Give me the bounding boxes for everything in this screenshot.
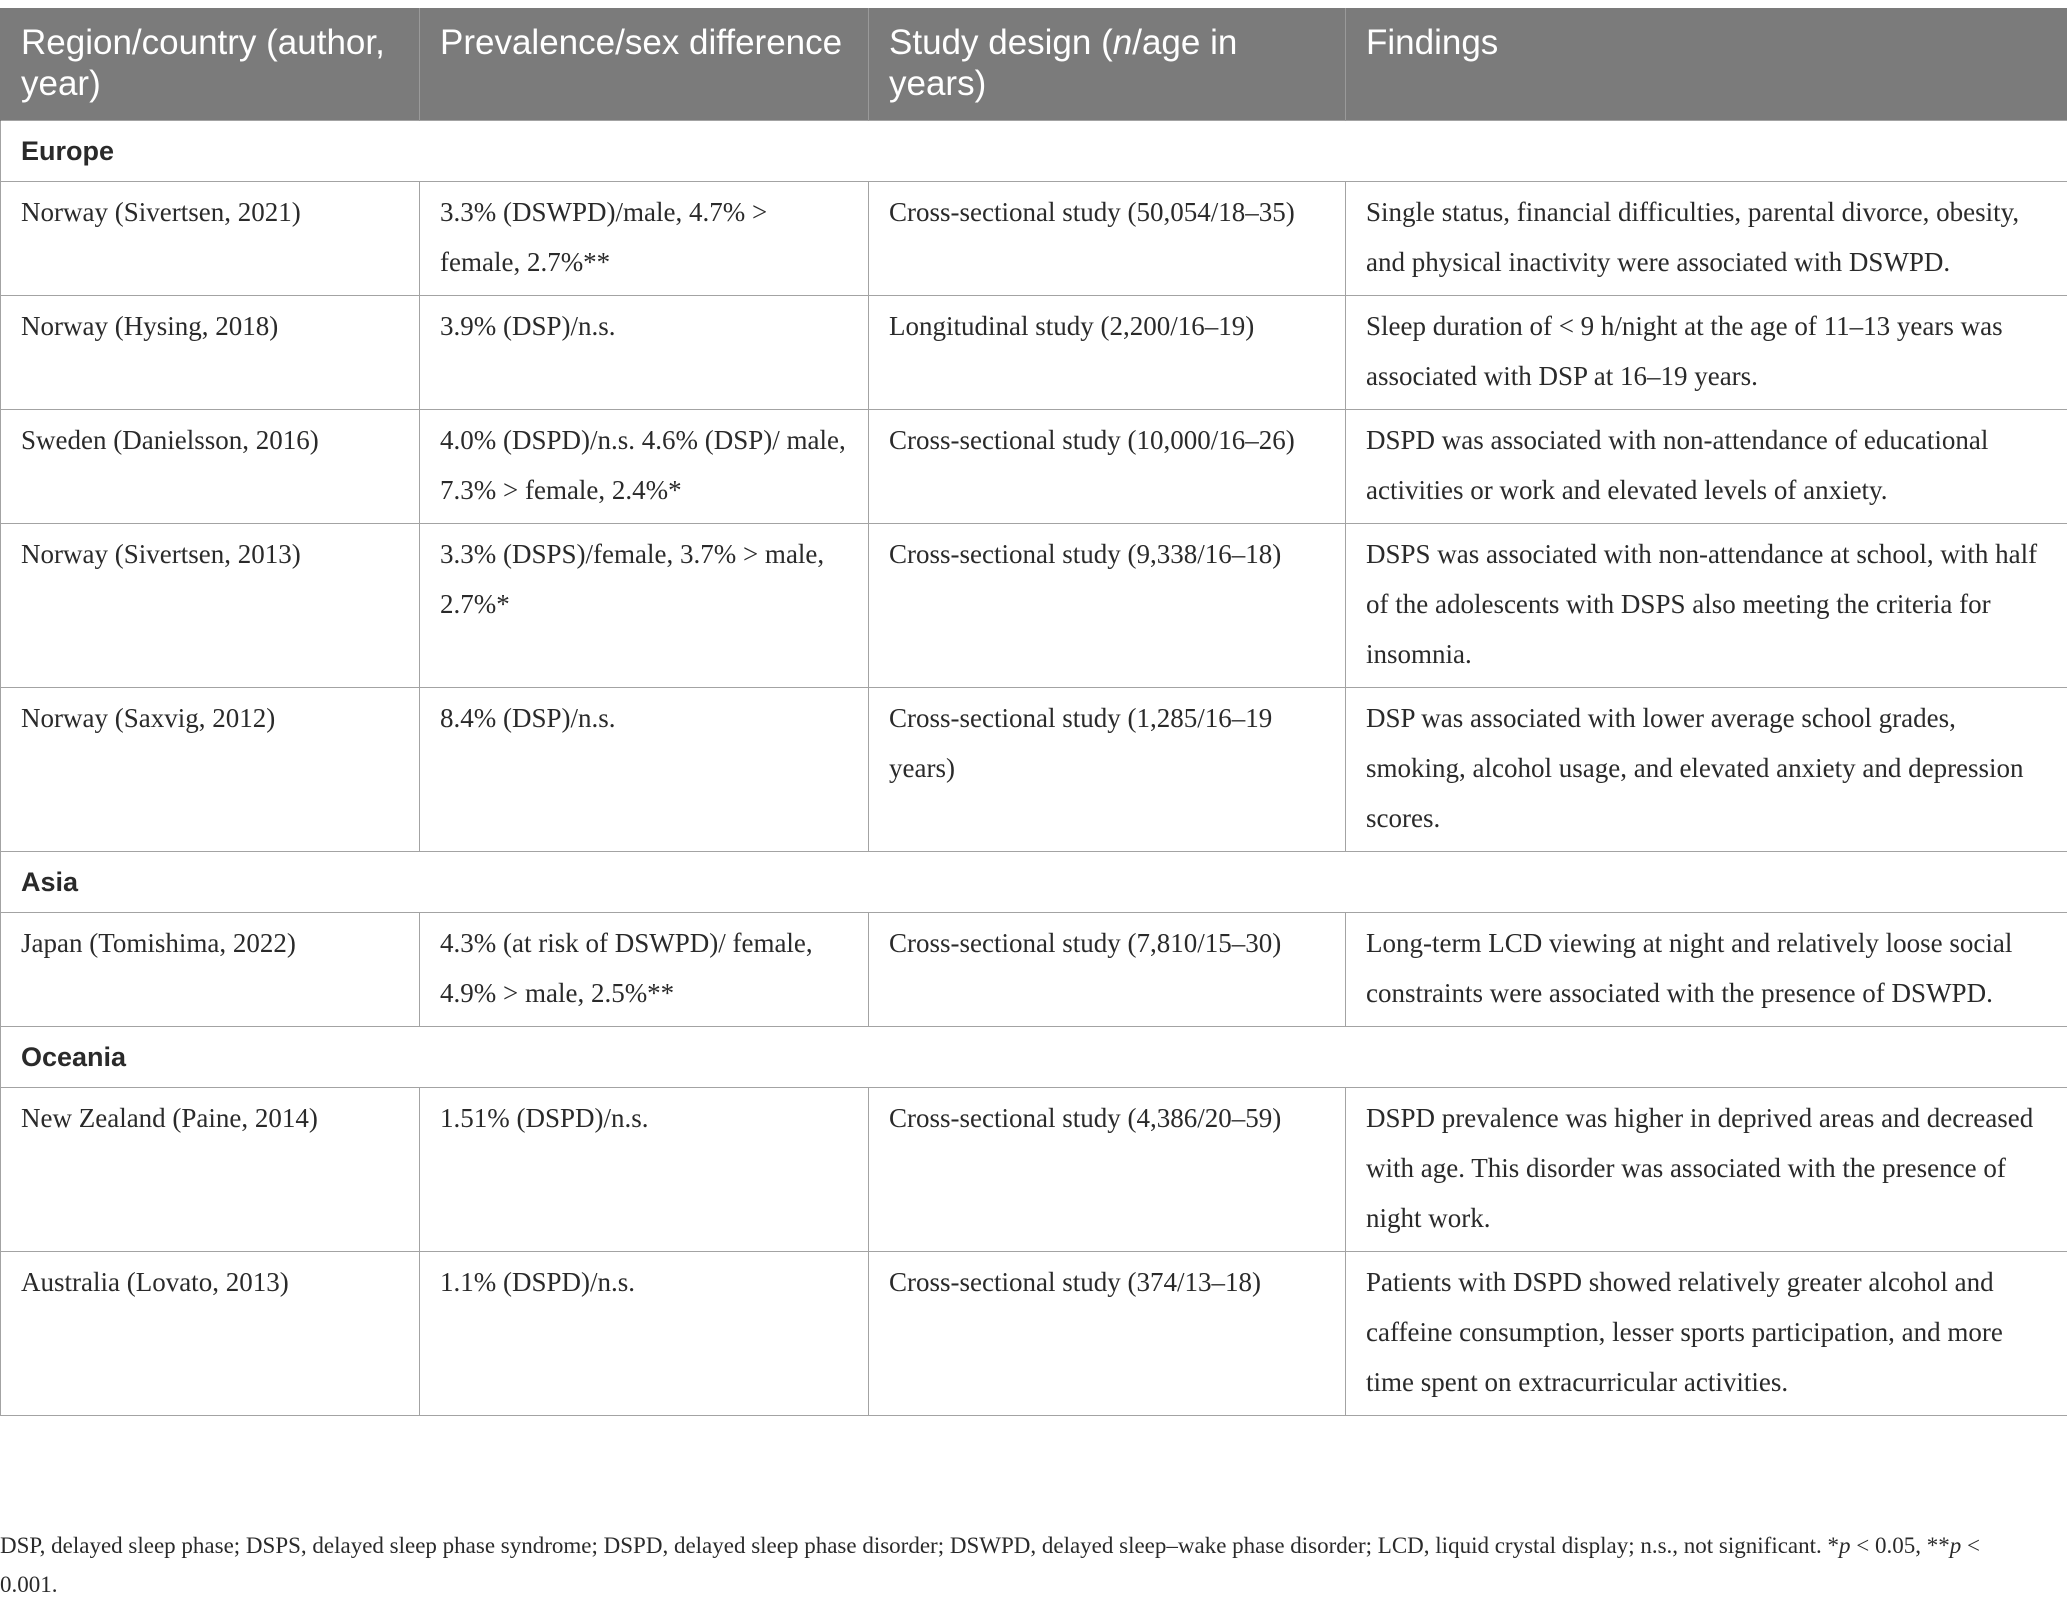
table-row — [1, 688, 2067, 852]
region-label: Europe — [1, 121, 2067, 182]
cell-prevalence: 8.4% (DSP)/n.s. — [420, 688, 869, 852]
cell-country: Norway (Sivertsen, 2013) — [1, 524, 420, 688]
cell-findings: Sleep duration of < 9 h/night at the age of 11–13 years was associated with DSP at 16–19 years. — [1346, 296, 2067, 410]
header-region: Region/country (author, year) — [1, 8, 420, 121]
table-row — [1, 524, 2067, 688]
cell-country: Japan (Tomishima, 2022) — [1, 913, 420, 1027]
table-row — [1, 1252, 2067, 1416]
cell-findings: DSPS was associated with non-attendance at school, with half of the adolescents with DSPS also meeting the criteria for insomnia. — [1346, 524, 2067, 688]
cell-country: Australia (Lovato, 2013) — [1, 1252, 420, 1416]
cell-findings: DSPD was associated with non-attendance of educational activities or work and elevated levels of anxiety. — [1346, 410, 2067, 524]
cell-findings: Single status, financial difficulties, parental divorce, obesity, and physical inactivity were associated with DSWPD. — [1346, 182, 2067, 296]
cell-design: Cross-sectional study (9,338/16–18) — [869, 524, 1346, 688]
cell-country: Norway (Saxvig, 2012) — [1, 688, 420, 852]
cell-findings: DSP was associated with lower average school grades, smoking, alcohol usage, and elevated anxiety and depression scores. — [1346, 688, 2067, 852]
region-row-oceania — [1, 1027, 2067, 1088]
cell-prevalence: 1.1% (DSPD)/n.s. — [420, 1252, 869, 1416]
cell-country: Sweden (Danielsson, 2016) — [1, 410, 420, 524]
cell-prevalence: 4.0% (DSPD)/n.s. 4.6% (DSP)/ male, 7.3% > female, 2.4%* — [420, 410, 869, 524]
table-row — [1, 913, 2067, 1027]
header-prevalence: Prevalence/sex difference — [420, 8, 869, 121]
header-study-design: Study design (n/age in years) — [869, 8, 1346, 121]
cell-design: Cross-sectional study (10,000/16–26) — [869, 410, 1346, 524]
cell-prevalence: 3.9% (DSP)/n.s. — [420, 296, 869, 410]
cell-prevalence: 4.3% (at risk of DSWPD)/ female, 4.9% > male, 2.5%** — [420, 913, 869, 1027]
cell-findings: DSPD prevalence was higher in deprived areas and decreased with age. This disorder was associated with the presence of night work. — [1346, 1088, 2067, 1252]
region-row-asia — [1, 852, 2067, 913]
cell-design: Cross-sectional study (7,810/15–30) — [869, 913, 1346, 1027]
cell-prevalence: 3.3% (DSWPD)/male, 4.7% > female, 2.7%** — [420, 182, 869, 296]
cell-design: Longitudinal study (2,200/16–19) — [869, 296, 1346, 410]
table-footnote: DSP, delayed sleep phase; DSPS, delayed sleep phase syndrome; DSPD, delayed sleep phase disorder; DSWPD, delayed sleep–wake phase disorder; LCD, liquid crystal display; n.s., not significant. *p < 0.05, **p < 0.001. — [0, 1533, 1980, 1597]
cell-design: Cross-sectional study (1,285/16–19 years) — [869, 688, 1346, 852]
table-row — [1, 410, 2067, 524]
cell-design: Cross-sectional study (4,386/20–59) — [869, 1088, 1346, 1252]
region-label: Oceania — [1, 1027, 2067, 1088]
table-header-row — [1, 8, 2067, 121]
cell-findings: Long-term LCD viewing at night and relatively loose social constraints were associated with the presence of DSWPD. — [1346, 913, 2067, 1027]
cell-prevalence: 3.3% (DSPS)/female, 3.7% > male, 2.7%* — [420, 524, 869, 688]
cell-design: Cross-sectional study (50,054/18–35) — [869, 182, 1346, 296]
table-row — [1, 296, 2067, 410]
region-row-europe — [1, 121, 2067, 182]
table-row — [1, 1088, 2067, 1252]
cell-findings: Patients with DSPD showed relatively greater alcohol and caffeine consumption, lesser sports participation, and more time spent on extracurricular activities. — [1346, 1252, 2067, 1416]
cell-design: Cross-sectional study (374/13–18) — [869, 1252, 1346, 1416]
cell-country: Norway (Sivertsen, 2021) — [1, 182, 420, 296]
cell-country: New Zealand (Paine, 2014) — [1, 1088, 420, 1252]
table-row — [1, 182, 2067, 296]
header-findings: Findings — [1346, 8, 2067, 121]
cell-prevalence: 1.51% (DSPD)/n.s. — [420, 1088, 869, 1252]
region-label: Asia — [1, 852, 2067, 913]
study-table — [0, 8, 2067, 1416]
cell-country: Norway (Hysing, 2018) — [1, 296, 420, 410]
